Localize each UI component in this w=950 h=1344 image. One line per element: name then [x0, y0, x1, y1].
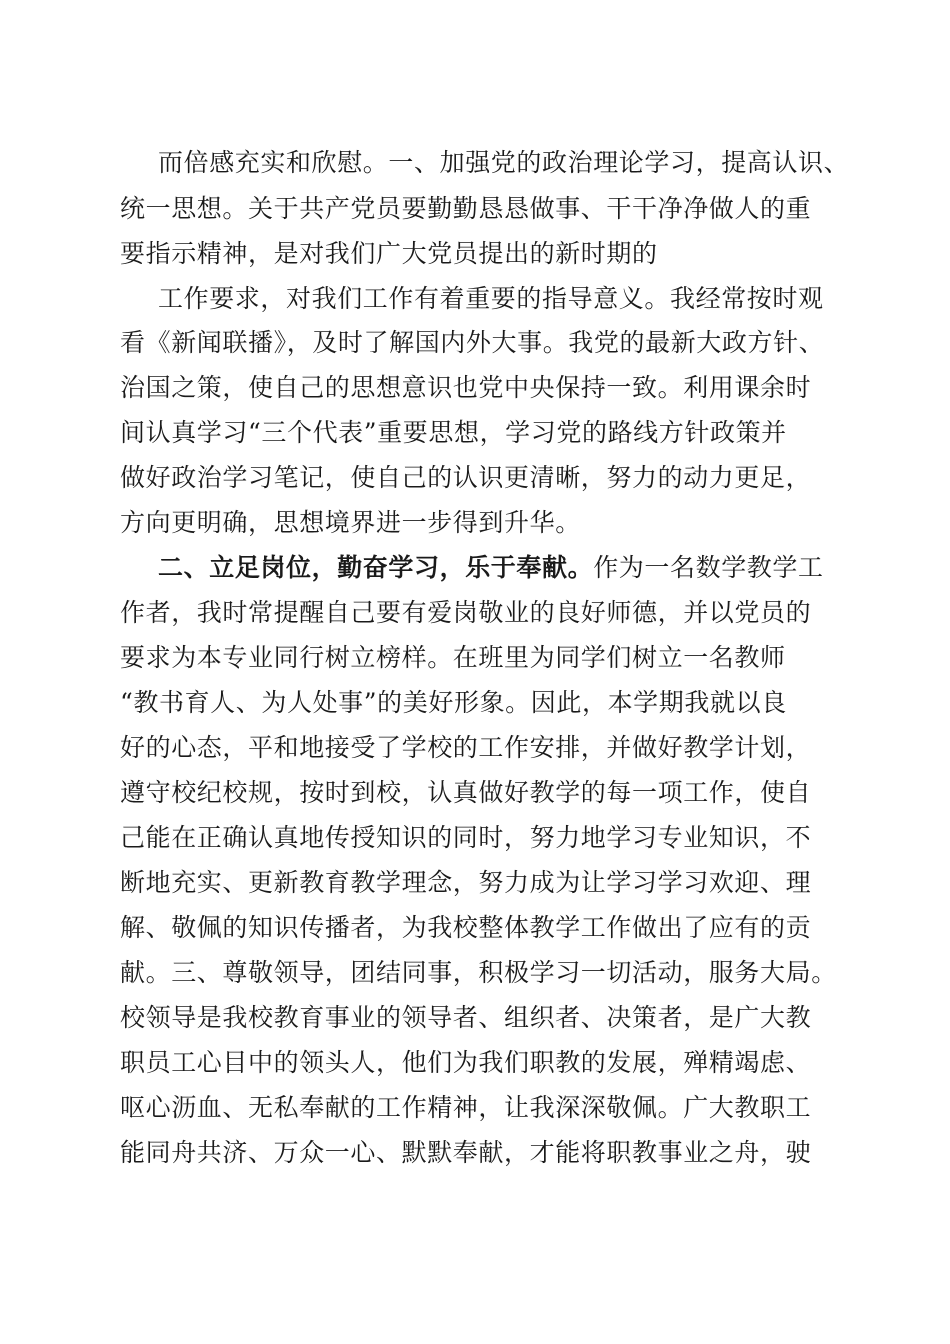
text-line: 呕心沥血、无私奉献的工作精神，让我深深敬佩。广大教职工: [120, 1093, 812, 1122]
text-line: 断地充实、更新教育教学理念，努力成为让学习学习欢迎、理: [120, 868, 812, 897]
text-line: 作者，我时常提醒自己要有爱岗敬业的良好师德，并以党员的: [120, 598, 812, 627]
text-line: 职员工心目中的领头人，他们为我们职教的发展，殚精竭虑、: [120, 1048, 812, 1077]
text-line: 能同舟共济、万众一心、默默奉献，才能将职教事业之舟，驶: [120, 1138, 812, 1167]
text-line: 要求为本专业同行树立榜样。在班里为同学们树立一名教师: [120, 643, 786, 672]
text-line: 要指示精神，是对我们广大党员提出的新时期的: [120, 239, 658, 268]
text-line: 看《新闻联播》，及时了解国内外大事。我党的最新大政方针、: [120, 328, 825, 357]
section-two-line: [158, 553, 824, 583]
text-line: 好的心态，平和地接受了学校的工作安排，并做好教学计划，: [120, 733, 812, 762]
text-line: 方向更明确，思想境界进一步得到升华。: [120, 508, 581, 537]
text-line: 遵守校纪校规，按时到校，认真做好教学的每一项工作，使自: [120, 778, 812, 807]
text-line: 解、敬佩的知识传播者，为我校整体教学工作做出了应有的贡: [120, 913, 812, 942]
text-line: 己能在正确认真地传授知识的同时，努力地学习专业知识，不: [120, 823, 812, 852]
text-line: 做好政治学习笔记，使自己的认识更清晰，努力的动力更足，: [120, 463, 812, 492]
text-line: 间认真学习“三个代表”重要思想，学习党的路线方针政策并: [120, 418, 787, 447]
text-line: 治国之策，使自己的思想意识也党中央保持一致。利用课余时: [120, 373, 812, 402]
text-line: 统一思想。关于共产党员要勤勤恳恳做事、干干净净做人的重: [120, 194, 812, 223]
text-line: 而倍感充实和欣慰。一、加强党的政治理论学习，提高认识、: [158, 148, 850, 177]
text-line: 校领导是我校教育事业的领导者、组织者、决策者，是广大教: [120, 1003, 812, 1032]
section-two-heading: 二、立足岗位，勤奋学习，乐于奉献。: [158, 553, 594, 582]
text-line: “教书育人、为人处事”的美好形象。因此，本学期我就以良: [120, 688, 787, 717]
text-line: 工作要求，对我们工作有着重要的指导意义。我经常按时观: [158, 284, 824, 313]
section-two-text: 作为一名数学教学工: [593, 553, 824, 582]
text-line: 献。三、尊敬领导，团结同事，积极学习一切活动，服务大局。: [120, 958, 837, 987]
